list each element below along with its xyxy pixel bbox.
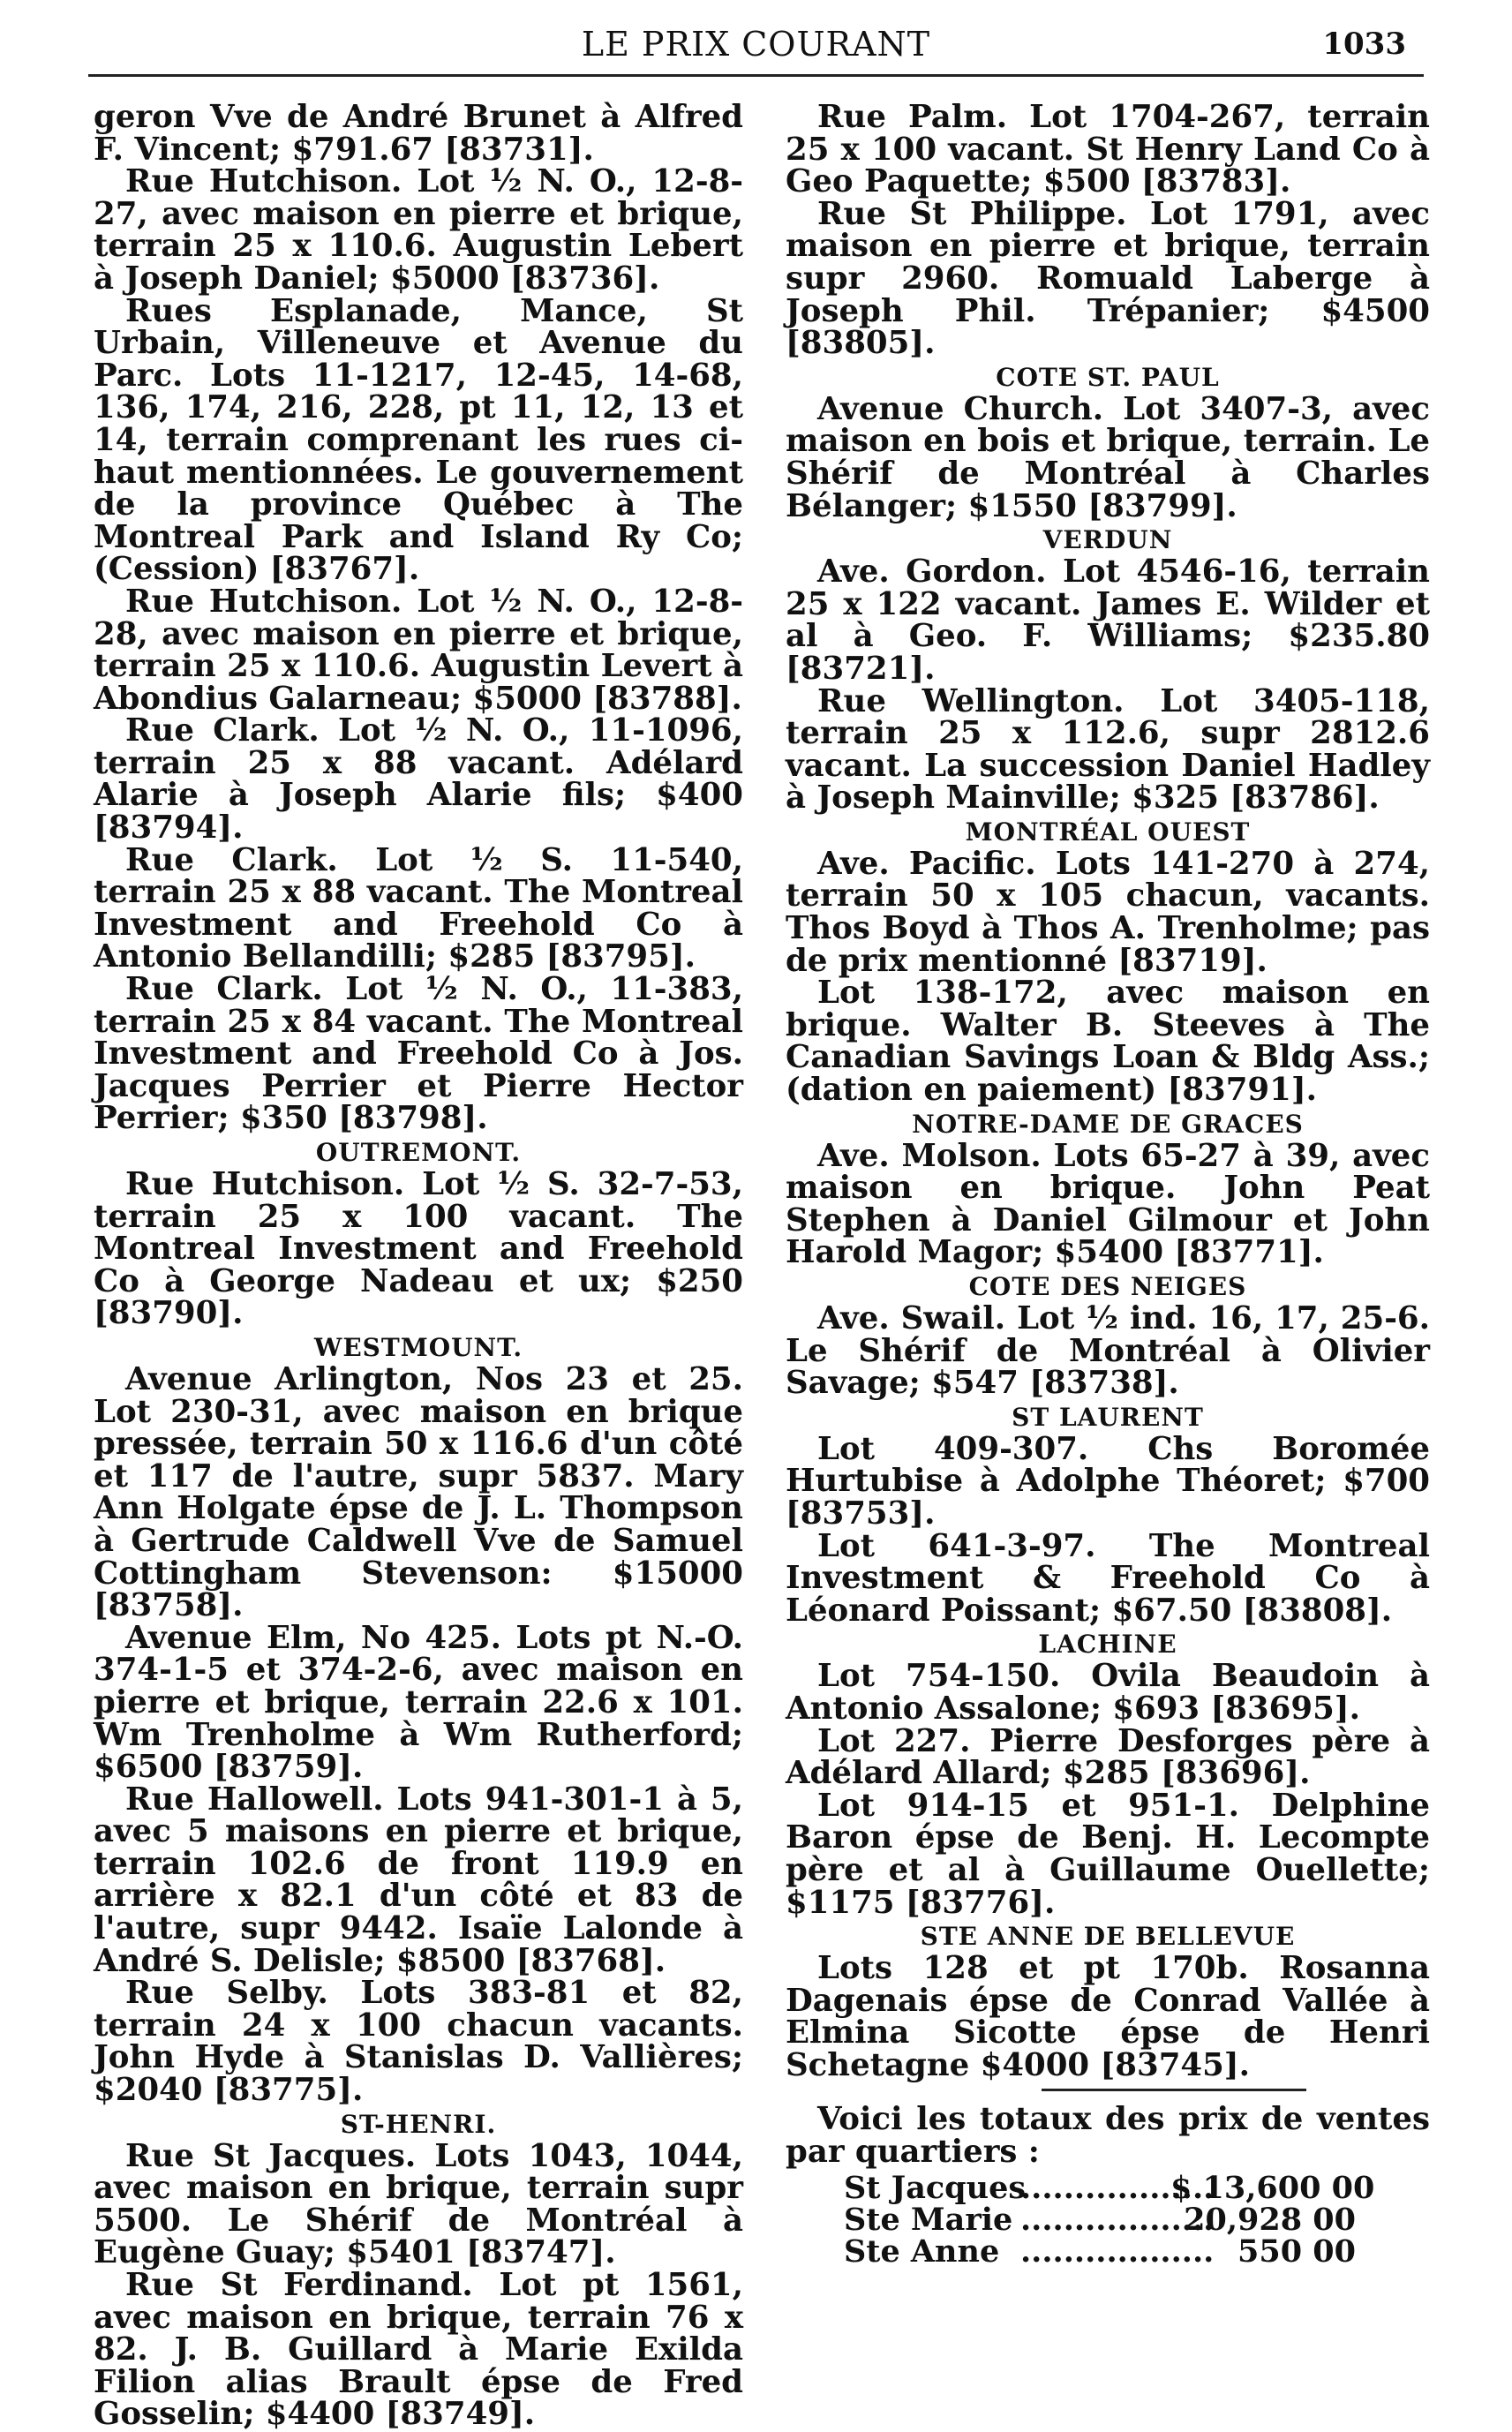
district-name: Ste Anne (844, 2232, 1000, 2270)
totals-heading: Voici les totaux des prix de ventes par quartiers : (786, 2101, 1430, 2171)
listing-entry: Rue St Jacques. Lots 1043, 1044, avec maison en brique, terrain supr 5500. Le Shérif de Montréal à Eugène Guay; $5401 [83747]. (94, 2137, 743, 2271)
listing-entry: Rue Hutchison. Lot ½ N. O., 12-8-28, avec maison en pierre et brique, terrain 25 x 110.6. Augustin Levert à Abondius Galarneau; $5000 [83788]. (94, 583, 743, 717)
header-rule (88, 74, 1424, 77)
dot-leader: .................. (1020, 2201, 1215, 2238)
totals-table (844, 2169, 1430, 2270)
district-total: 550 00 (1237, 2232, 1356, 2270)
listing-entry: Lot 409-307. Chs Boromée Hurtubise à Adolphe Théoret; $700 [83753]. (786, 1430, 1430, 1532)
district-total: 20,928 00 (1184, 2201, 1356, 2238)
listing-entry: Lot 138-172, avec maison en brique. Walter B. Steeves à The Canadian Savings Loan & Bldg Ass.; (dation en paiement) [83791]. (786, 975, 1430, 1109)
district-name: Ste Marie (844, 2201, 1013, 2238)
section-heading-cote-des-neiges: COTE DES NEIGES (968, 1272, 1247, 1301)
listing-entry: Rues Esplanade, Mance, St Urbain, Villeneuve et Avenue du Parc. Lots 11-1217, 12-45, 14-68, 136, 174, 216, 228, pt 11, 12, 13 et 14, terrain comprenant les rues ci-haut mentionnées. Le gouvernement de la province Québec à The Montreal Park and Island Ry Co; (Cession) [83767]. (94, 292, 743, 588)
section-heading-outremont: OUTREMONT. (315, 1138, 522, 1167)
listing-entry: geron Vve de André Brunet à Alfred F. Vincent; $791.67 [83731]. (94, 99, 743, 168)
district-name: St Jacques (844, 2169, 1027, 2206)
publication-title: LE PRIX COURANT (581, 25, 931, 64)
left-column (94, 99, 743, 2432)
section-divider (1042, 2089, 1306, 2091)
listing-entry: Ave. Swail. Lot ½ ind. 16, 17, 25-6. Le Shérif de Montréal à Olivier Savage; $547 [83738]. (786, 1300, 1430, 1402)
listing-entry: Avenue Elm, No 425. Lots pt N.-O. 374-1-5 et 374-2-6, avec maison en pierre et brique, terrain 22.6 x 101. Wm Trenholme à Wm Rutherford; $6500 [83759]. (94, 1619, 743, 1786)
listing-entry: Avenue Arlington, Nos 23 et 25. Lot 230-31, avec maison en brique pressée, terrain 50 x 116.6 d'un côté et 117 de l'autre, supr 5837. Mary Ann Holgate épse de J. L. Thompson à Gertrude Caldwell Vve de Samuel Cottingham Stevenson: $15000 [83758]. (94, 1360, 743, 1624)
section-heading-notre-dame-de-graces: NOTRE-DAME DE GRACES (912, 1109, 1304, 1139)
listing-entry: Avenue Church. Lot 3407-3, avec maison en bois et brique, terrain. Le Shérif de Montréal à Charles Bélanger; $1550 [83799]. (786, 390, 1430, 524)
section-heading-ste-anne-de-bellevue: STE ANNE DE BELLEVUE (920, 1922, 1296, 1952)
dot-leader: .................. (1020, 2169, 1215, 2206)
listing-entry: Ave. Gordon. Lot 4546-16, terrain 25 x 122 vacant. James E. Wilder et al à Geo. F. Williams; $235.80 [83721]. (786, 553, 1430, 687)
listing-entry: Rue St Ferdinand. Lot pt 1561, avec maison en brique, terrain 76 x 82. J. B. Guillard à Marie Exilda Filion alias Brault épse de Fred Gosselin; $4400 [83749]. (94, 2267, 743, 2432)
listing-entry: Lot 227. Pierre Desforges père à Adélard Allard; $285 [83696]. (786, 1722, 1430, 1792)
page-header (88, 19, 1424, 72)
listing-entry: Lot 914-15 et 951-1. Delphine Baron épse de Benj. H. Lecompte père et al à Guillaume Ouellette; $1175 [83776]. (786, 1787, 1430, 1921)
section-heading-st-henri: ST-HENRI. (340, 2109, 497, 2139)
listing-entry: Rue Palm. Lot 1704-267, terrain 25 x 100 vacant. St Henry Land Co à Geo Paquette; $500 [83783]. (786, 99, 1430, 200)
section-heading-cote-st-paul: COTE ST. PAUL (996, 362, 1220, 392)
listing-entry: Rue Clark. Lot ½ N. O., 11-1096, terrain 25 x 88 vacant. Adélard Alarie à Joseph Alarie fils; $400 [83794]. (94, 712, 743, 847)
section-heading-westmount: WESTMOUNT. (313, 1332, 523, 1362)
district-total: $ 13,600 00 (1170, 2169, 1375, 2206)
listing-entry: Rue Clark. Lot ½ S. 11-540, terrain 25 x 88 vacant. The Montreal Investment and Freehold Co à Antonio Bellandilli; $285 [83795]. (94, 841, 743, 975)
listing-entry: Rue St Philippe. Lot 1791, avec maison en pierre et brique, terrain supr 2960. Romuald Laberge à Joseph Phil. Trépanier; $4500 [83805]. (786, 195, 1430, 362)
dot-leader: .................. (1020, 2232, 1215, 2270)
listing-entry: Lots 128 et pt 170b. Rosanna Dagenais épse de Conrad Vallée à Elmina Sicotte épse de Henri Schetagne $4000 [83745]. (786, 1950, 1430, 2083)
section-heading-lachine: LACHINE (1038, 1630, 1177, 1660)
listing-entry: Rue Wellington. Lot 3405-118, terrain 25 x 112.6, supr 2812.6 vacant. La succession Daniel Hadley à Joseph Mainville; $325 [83786]. (786, 682, 1430, 817)
listing-entry: Lot 641-3-97. The Montreal Investment & Freehold Co à Léonard Poissant; $67.50 [83808]. (786, 1527, 1430, 1629)
page-number: 1033 (1322, 26, 1406, 62)
listing-entry: Rue Hallowell. Lots 941-301-1 à 5, avec 5 maisons en pierre et brique, terrain 102.6 de front 119.9 en arrière x 82.1 d'un côté et 83 de l'autre, supr 9442. Isaïe Lalonde à André S. Delisle; $8500 [83768]. (94, 1781, 743, 1979)
section-heading-st-laurent: ST LAURENT (1012, 1402, 1204, 1432)
listing-entry: Rue Selby. Lots 383-81 et 82, terrain 24 x 100 chacun vacants. John Hyde à Stanislas D. Vallières; $2040 [83775]. (94, 1975, 743, 2109)
listing-entry: Ave. Pacific. Lots 141-270 à 274, terrain 50 x 105 chacun, vacants. Thos Boyd à Thos A. Trenholme; pas de prix mentionné [83719]. (786, 845, 1430, 979)
listing-entry: Rue Hutchison. Lot ½ N. O., 12-8-27, avec maison en pierre et brique, terrain 25 x 110.6. Augustin Lebert à Joseph Daniel; $5000 [83736]. (94, 163, 743, 297)
totals-row (844, 2169, 1430, 2206)
section-heading-montreal-ouest: MONTRÉAL OUEST (965, 817, 1251, 847)
listing-entry: Rue Clark. Lot ½ N. O., 11-383, terrain 25 x 84 vacant. The Montreal Investment and Freehold Co à Jos. Jacques Perrier et Pierre Hector Perrier; $350 [83798]. (94, 971, 743, 1137)
totals-row (844, 2232, 1430, 2270)
listing-entry: Lot 754-150. Ovila Beaudoin à Antonio Assalone; $693 [83695]. (786, 1658, 1430, 1727)
totals-row (844, 2201, 1430, 2238)
section-heading-verdun: VERDUN (1042, 525, 1173, 555)
listing-entry: Ave. Molson. Lots 65-27 à 39, avec maison en brique. John Peat Stephen à Daniel Gilmour et John Harold Magor; $5400 [83771]. (786, 1137, 1430, 1271)
listing-entry: Rue Hutchison. Lot ½ S. 32-7-53, terrain 25 x 100 vacant. The Montreal Investment and Freehold Co à George Nadeau et ux; $250 [83790]. (94, 1166, 743, 1332)
right-column (786, 99, 1430, 2270)
